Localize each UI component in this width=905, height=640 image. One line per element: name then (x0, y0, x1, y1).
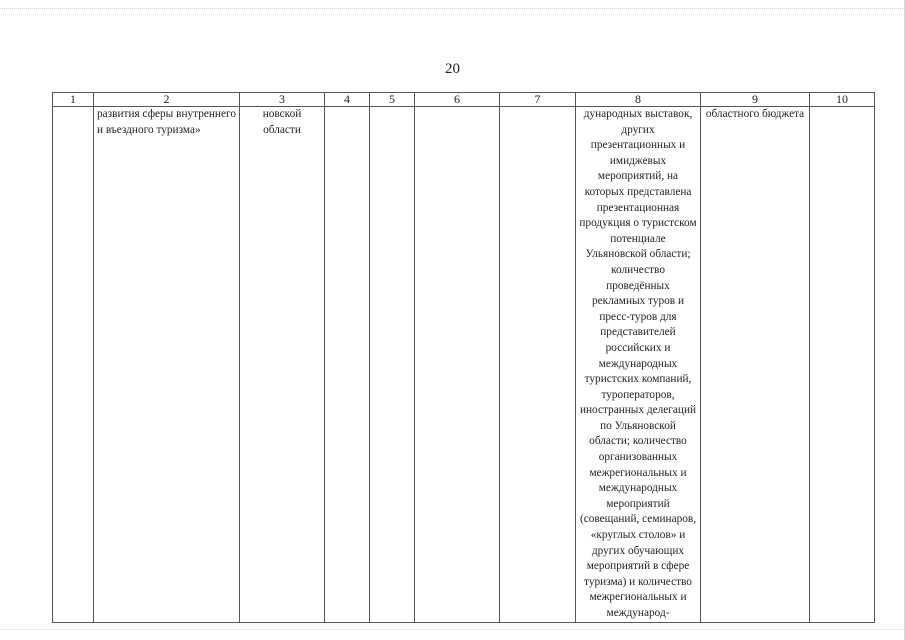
column-header-6: 6 (415, 93, 500, 107)
cell-col2-program-name: развития сферы внутреннего и въездного туризма» (94, 107, 240, 623)
scan-artifact-top (0, 8, 905, 9)
column-header-3: 3 (240, 93, 325, 107)
cell-col3-executor: новской области (240, 107, 325, 623)
cell-col5 (370, 107, 415, 623)
page-number: 20 (445, 61, 460, 77)
column-header-8: 8 (576, 93, 701, 107)
cell-col6 (415, 107, 500, 623)
cell-col7 (500, 107, 576, 623)
column-header-10: 10 (810, 93, 875, 107)
cell-col8-indicators: дународных выставок, других презентационных и имиджевых мероприятий, на которых представлена презентационная продукция о туристском потенциале Ульяновской области; количество проведённых рекламных туров и пресс-туров для представителей российских и международных туристских компаний, туроператоров, иностранных делегаций по Ульяновской области; количество организованных межрегиональных и международных мероприятий (совещаний, семинаров, «круглых столов» и других обучающих мероприятий в сфере туризма) и количество межрегиональных и международ- (576, 107, 701, 623)
column-header-2: 2 (94, 93, 240, 107)
column-header-1: 1 (53, 93, 94, 107)
column-header-7: 7 (500, 93, 576, 107)
scan-artifact-bottom (0, 629, 905, 630)
column-header-5: 5 (370, 93, 415, 107)
table-row (53, 107, 875, 623)
column-header-9: 9 (701, 93, 810, 107)
table-header-row (53, 93, 875, 107)
cell-col1 (53, 107, 94, 623)
cell-col9-funding-source: областного бюджета (701, 107, 810, 623)
cell-col10 (810, 107, 875, 623)
column-header-4: 4 (325, 93, 370, 107)
document-table (52, 92, 875, 623)
cell-col4 (325, 107, 370, 623)
